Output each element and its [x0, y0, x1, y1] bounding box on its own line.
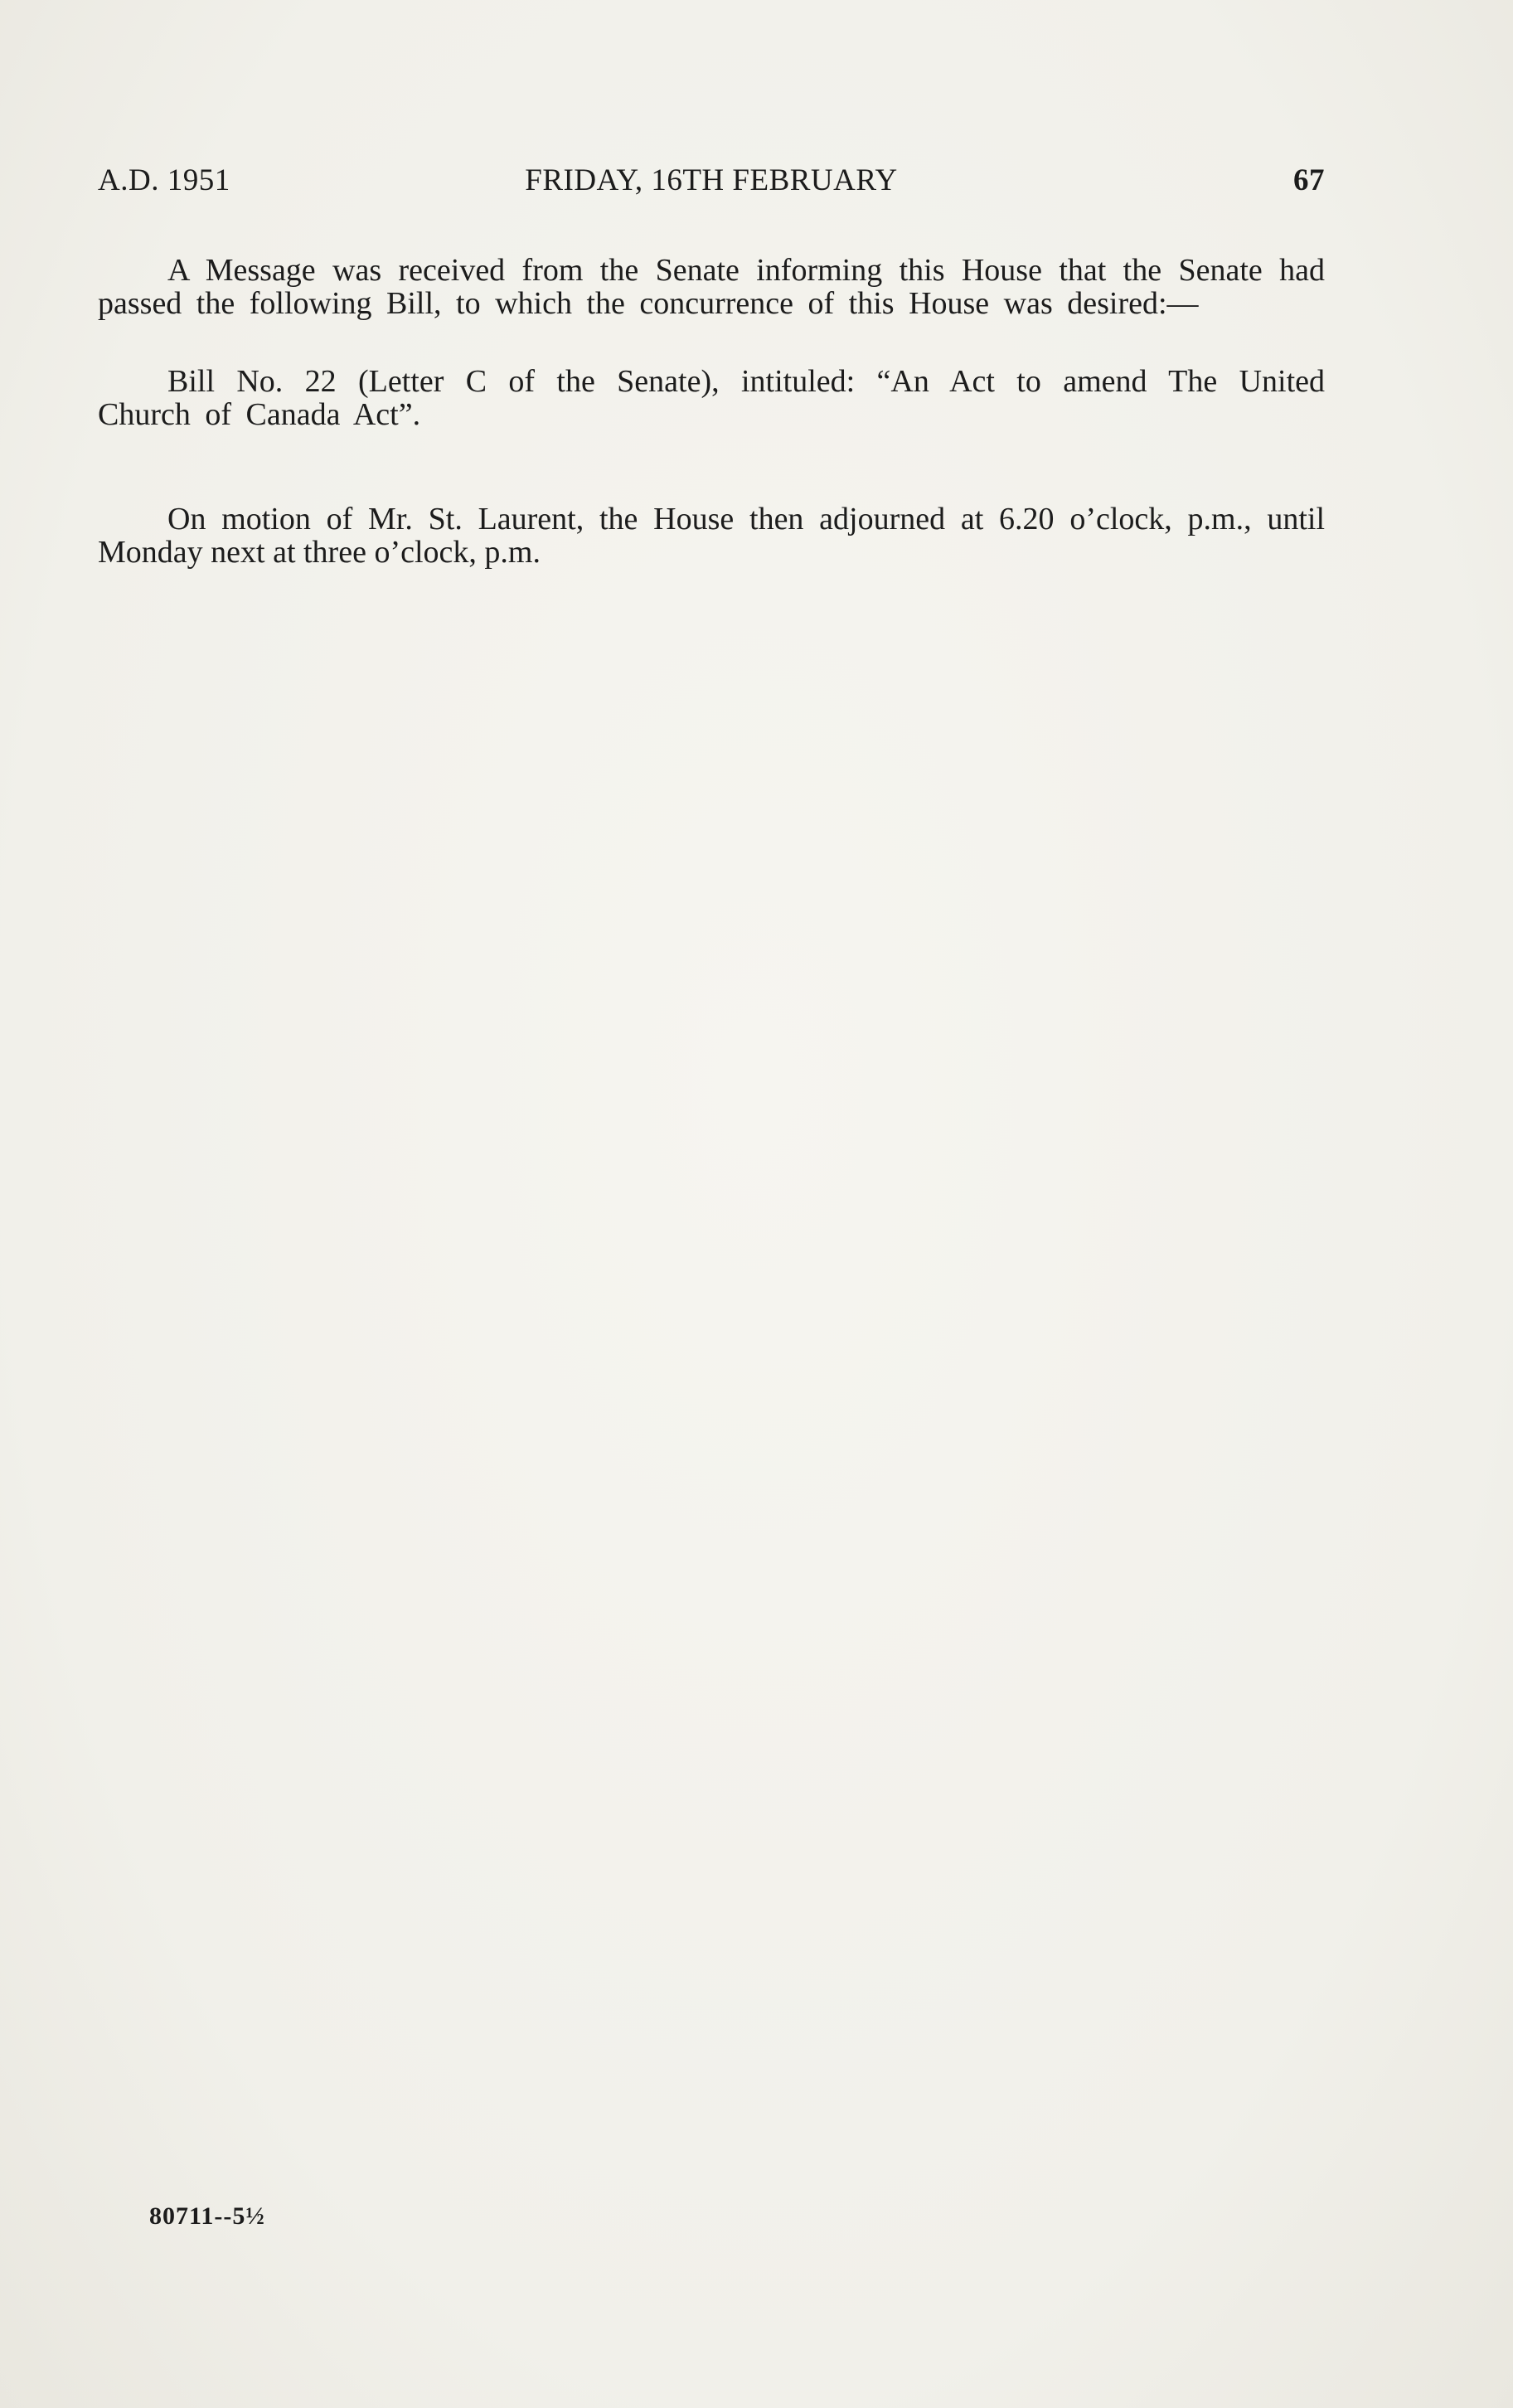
paragraph-text: A Message was received from the Senate informing this House that the Senate had passed the following Bill, to which the concurrence of this House was desired:—	[98, 253, 1325, 321]
page-number: 67	[1293, 163, 1325, 197]
senate-message-paragraph	[98, 254, 1325, 320]
page-header	[98, 163, 1325, 204]
paragraph-text: Bill No. 22 (Letter C of the Senate), intituled: “An Act to amend The United Church of Canada Act”.	[98, 364, 1325, 432]
paragraph-text: On motion of Mr. St. Laurent, the House then adjourned at 6.20 o’clock, p.m., until Monday next at three o’clock, p.m.	[98, 502, 1325, 570]
print-code: 80711--5½	[149, 2202, 265, 2230]
adjournment-paragraph	[98, 502, 1325, 569]
bill-paragraph	[98, 365, 1325, 431]
header-year: A.D. 1951	[98, 163, 230, 197]
header-date: FRIDAY, 16TH FEBRUARY	[525, 163, 898, 197]
